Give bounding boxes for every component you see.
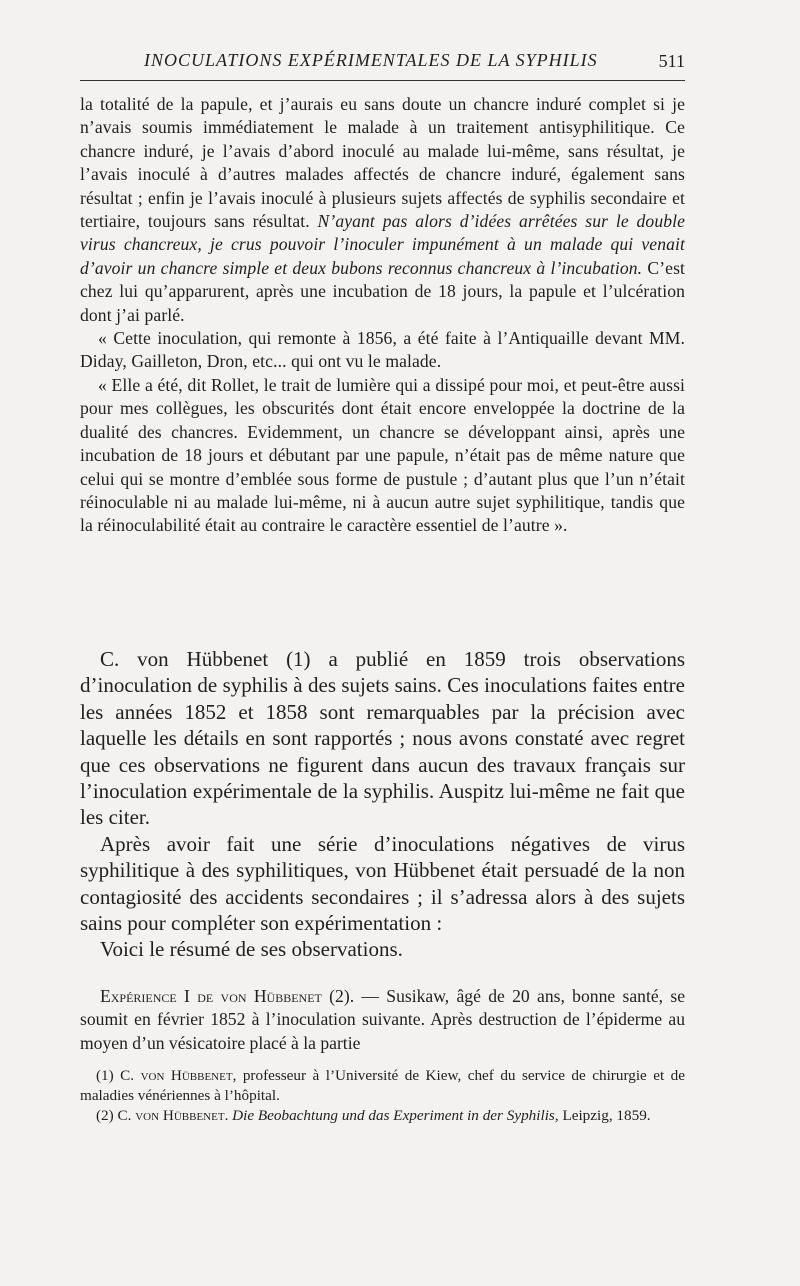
quote-paragraph-2: « Cette inoculation, qui remonte à 1856, a été faite à l’Antiquaille devant MM. Diday, Gailleton, Dron, etc... qui ont vu le malade.	[80, 328, 685, 372]
body-paragraph-2: Après avoir fait une série d’inoculations négatives de virus syphilitique à des syphilitiques, von Hübbenet était persuadé de la non contagiosité des accidents secondaires ; il s’adressa alors à des sujets sains pour compléter son expérimentation :	[80, 831, 685, 936]
running-title: INOCULATIONS EXPÉRIMENTALES DE LA SYPHILIS	[144, 50, 598, 70]
body-paragraph-1: C. von Hübbenet (1) a publié en 1859 trois observations d’inoculation de syphilis à des sujets sains. Ces inoculations faites entre les années 1852 et 1858 sont remarquables par la précision avec laquelle les détails en sont rapportés ; nous avons constaté avec regret que ces observations ne figurent dans aucun des travaux français sur l’inoculation expérimentale de la syphilis. Auspitz lui-même ne fait que les citer.	[80, 647, 685, 830]
quoted-passage	[80, 93, 685, 538]
experiment-section	[80, 985, 685, 1055]
page-header	[80, 46, 685, 81]
footnote-2: (2) C. von Hübbenet. Die Beobachtung und das Experiment in der Syphilis, Leipzig, 1859.	[96, 1107, 651, 1125]
page-number: 511	[658, 51, 685, 71]
quote-paragraph-1: la totalité de la papule, et j’aurais eu sans doute un chancre induré complet si je n’avais soumis immédiatement le malade à un traitement antisyphilitique. Ce chancre induré, je l’avais d’abord inoculé au malade lui-même, sans résultat, je l’avais inoculé à d’autres malades affectés de chancre induré, également sans résultat ; enfin je l’avais inoculé à plusieurs sujets affectés de syphilis secondaire et tertiaire, toujours sans résultat. N’ayant pas alors d’idées arrêtées sur le double virus chancreux, je crus pouvoir l’inoculer impunément à un malade qui venait d’avoir un chancre simple et deux bubons reconnus chancreux à l’incubation. C’est chez lui qu’apparurent, après une incubation de 18 jours, la papule et l’ulcération dont j’ai parlé.	[80, 94, 686, 325]
body-paragraph-3: Voici le résumé de ses observations.	[100, 937, 403, 962]
quote-emphasis: N’ayant pas alors d’idées arrêtées sur le double virus chancreux, je crus pouvoir l’inoculer impunément à un malade qui venait d’avoir un chancre simple et deux bubons reconnus chancreux à l’incubation.	[80, 211, 686, 278]
main-body	[80, 646, 685, 963]
experiment-paragraph: Expérience I de von Hübbenet (2). — Susikaw, âgé de 20 ans, bonne santé, se soumit en février 1852 à l’inoculation suivante. Après destruction de l’épiderme au moyen d’un vésicatoire placé à la partie	[80, 986, 686, 1053]
footnotes	[80, 1066, 685, 1127]
footnote-1: (1) C. von Hübbenet, professeur à l’Université de Kiew, chef du service de chirurgie et de maladies vénériennes à l’hôpital.	[80, 1067, 685, 1105]
quote-paragraph-3: « Elle a été, dit Rollet, le trait de lumière qui a dissipé pour moi, et peut-être aussi pour mes collègues, les obscurités dont était encore enveloppée la doctrine de la dualité des chancres. Evidemment, un chancre se développant ainsi, après une incubation de 18 jours et débutant par une papule, n’était pas de même nature que celui qui se montre d’emblée sous forme de pustule ; d’autant plus que l’un n’était réinoculable ni au malade lui-même, ni à aucun autre sujet syphilitique, tandis que la réinoculabilité était au contraire le caractère essentiel de l’autre ».	[80, 374, 685, 536]
experiment-label: Expérience I de von Hübbenet	[100, 986, 322, 1006]
